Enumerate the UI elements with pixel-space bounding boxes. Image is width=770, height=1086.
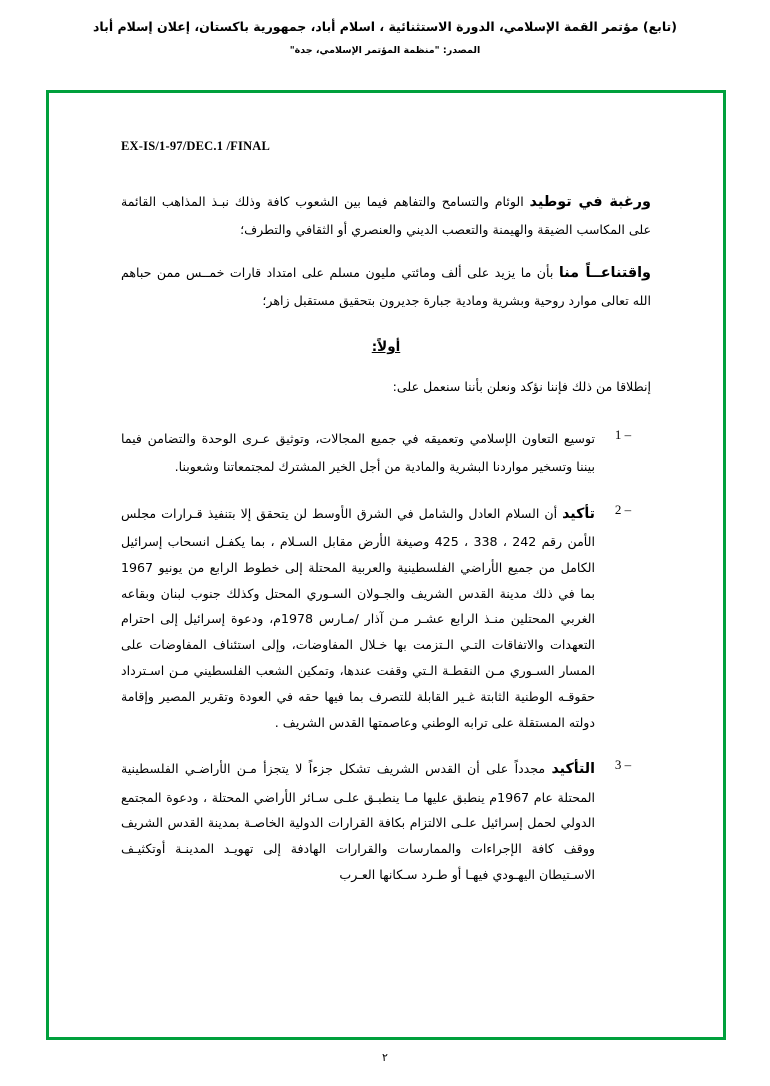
paragraph-2-lead: واقتناعــاً منا: [558, 265, 651, 281]
ordinal-heading: أولاً:: [371, 339, 401, 355]
item-2-text: أن السلام العادل والشامل في الشرق الأوسط لن يتحقق إلا بتنفيذ قـرارات مجلس الأمن رقم 242 ، 338 ، 425 وصيغة الأرض مقابل السـلام ، بما يكفـل انسحاب إسرائيل الكامل من جميع الأراضي الفلسطينية والعربية المحتلة إلى خطوط الرابع من يونيو 1967 بما في ذلك مدينة القدس الشريف والجـولان السـوري المحتل وكذلك جنوب لبنان وبقاعه الغربي المحتلين منـذ الرابع عشـر مـن آذار /مـارس 1978م، ودعوة إسرائيل إلى احترام التعهدات والاتفاقات التـي الـتزمت بها خـلال المفاوضات، وإلى استئناف المفاوضات على المسار السـوري مـن النقطـة الـتي وقفت عندها، وتمكين الشعب الفلسطيني مـن اسـترداد حقوقـه الوطنية الثابتة غـير القابلة للتصرف بما فيها حقه في العودة وتقرير المصير وإقامة دولته المستقلة على ترابه الوطني وعاصمتها القدس الشريف .: [121, 505, 595, 730]
intro-line: إنطلاقا من ذلك فإننا نؤكد ونعلن بأننا سنعمل على:: [392, 379, 651, 394]
item-3-body: [121, 755, 595, 887]
item-1-number: 1 –: [614, 426, 632, 442]
item-1-body: [121, 425, 595, 480]
paragraph-2: [121, 259, 651, 313]
item-2-lead: تأكيد: [562, 505, 595, 522]
paragraph-1-text: الوئام والتسامح والتفاهم فيما بين الشعوب كافة وذلك نبـذ المذاهب القائمة على المكاسب الضيقة والهيمنة والتعصب الديني والعنصري أو الثقافي والتطرف؛: [121, 194, 651, 237]
header-source: المصدر: "منظمة المؤتمر الإسلامي، جدة": [289, 44, 481, 56]
item-3-text: مجدداً على أن القدس الشريف تشكل جزءاً لا يتجزأ مـن الأراضـي الفلسطينية المحتلة عام 1967م ينطبق عليها مـا ينطبـق علـى سـائر الأراضي المحتلة ، ودعوة المجتمع الدولي لحمل إسرائيل علـى الالتزام بكافة القرارات الدولية الخاصـة بمدينة القدس الشريف ووقف كافة الإجراءات والممارسات والقرارات الهادفة إلى تهويـد المدينـة أوتكثيـف الاسـتيطان اليهـودي فيهـا أو طـرد سـكانها العـرب: [121, 761, 595, 882]
running-header: [0, 0, 770, 56]
green-border-frame: [46, 90, 726, 1040]
paragraph-1-lead: ورغبة في توطيد: [529, 194, 651, 210]
paragraph-2-text: بأن ما يزيد على ألف ومائتي مليون مسلم على امتداد قارات خمــس ممن حباهم الله تعالى موارد روحية وبشرية ومادية جبارة جديرون بتحقيق مستقبل زاهر؛: [121, 265, 651, 308]
header-title: (تابع) مؤتمر القمة الإسلامي، الدورة الاستثنائية ، اسلام أباد، جمهورية باكستان، إعلان إسلام أباد: [93, 19, 677, 34]
item-2-body: [121, 500, 595, 736]
document-body: [49, 93, 723, 1037]
page-number: ٢: [382, 1051, 388, 1064]
item-2-number: 2 –: [614, 501, 632, 517]
item-3-lead: التأكيد: [551, 761, 595, 778]
document-code: EX-IS/1-97/DEC.1 /FINAL: [121, 139, 271, 153]
list-item: [121, 425, 651, 480]
list-item: [121, 500, 651, 736]
item-3-number: 3 –: [614, 757, 632, 773]
paragraph-1: [121, 188, 651, 242]
item-1-text: توسيع التعاون الإسلامي وتعميقه في جميع المجالات، وتوثيق عـرى الوحدة والتضامن فيما بيننا وتسخير مواردنا البشرية والمادية من أجل الخير المشترك لمجتمعاتنا وشعوبنا.: [121, 430, 595, 475]
list-item: [121, 755, 651, 887]
